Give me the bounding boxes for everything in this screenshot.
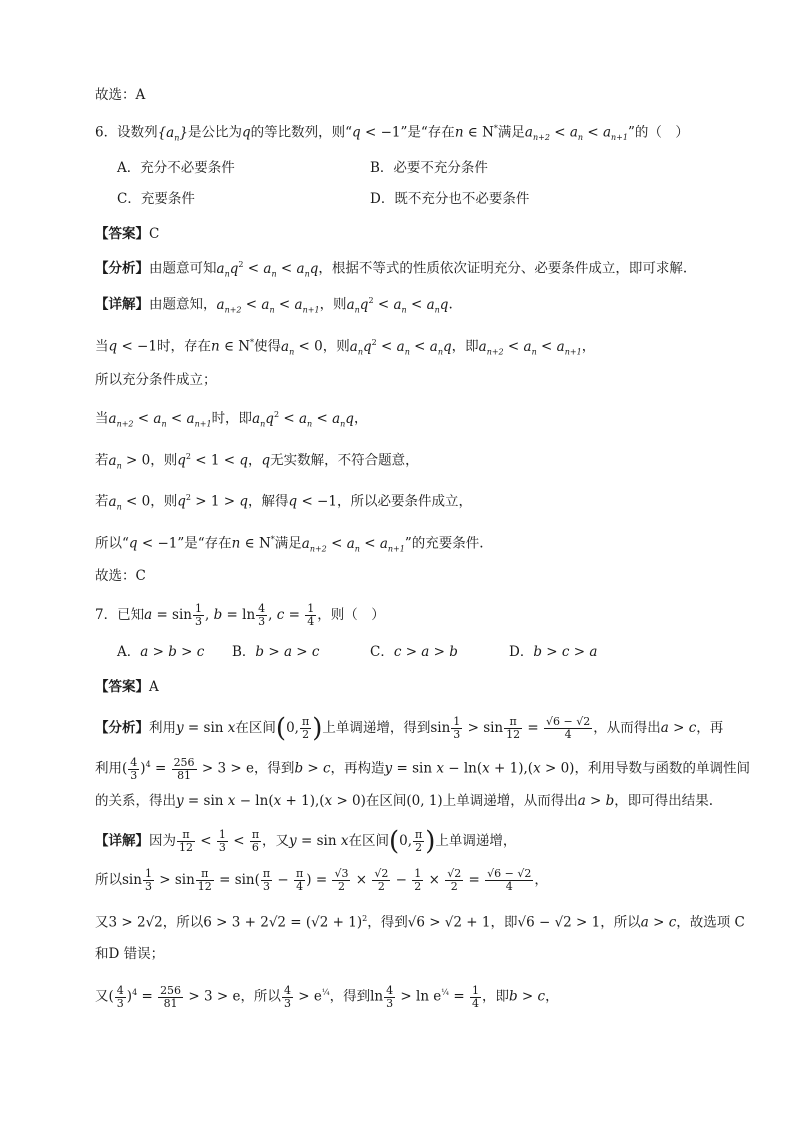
q7-answer: 【答案】A <box>95 679 159 695</box>
q7-option-a: A．a > b > c <box>117 644 205 660</box>
previous-answer-choice: 故选：A <box>95 87 146 103</box>
q7-option-c: C．c > a > b <box>370 644 458 660</box>
q6-analysis: 【分析】由题意可知$a_nq^2 < a_n < a_nq$，根据不等式的性质依次证明充分、必要条件成立，即可求解. <box>95 260 688 279</box>
q6-detail: 【详解】由题意知，$a_{n+2} < a_n < a_{n+1}$，则$a_nq^2 < a_n < a_nq$. <box>95 296 453 315</box>
q7-detail-line-3: 又3 > 2√2，所以$6 > 3 + 2√2 = (√2 + 1)^2$，得到√6 > √2 + 1，即√6 − √2 > 1，所以a > c，故选项 C <box>95 914 745 931</box>
q7-analysis-line-3: 的关系，得出y = sin x − ln(x + 1),(x > 0)在区间(0, 1)上单调递增，从而得出a > b，即可得出结果. <box>95 793 714 809</box>
question-6-stem: 6．设数列$\{a_n\}$是公比为q的等比数列，则“q < −1”是“存在n ∈ N*满足$a_{n+2} < a_n < a_{n+1}$”的（ ） <box>95 124 689 143</box>
q7-detail-line-2: 所以sin $\frac{1}{3}$ > sin $\frac{\pi}{12}$ = sin( $\frac{\pi}{3}$ − $\frac{\pi}{4}$ ) = $\frac{√3}{2}$ × $\frac{√2}{2}$ − $\frac{1}{2}$ × $\frac{√2}{2}$ = $\frac{√6 - √2}{4}$ ， <box>95 867 548 893</box>
q6-option-a: A．充分不必要条件 <box>117 160 235 176</box>
q7-detail-line-4: 和D 错误； <box>95 946 165 962</box>
q6-detail-line-5: 若$a_n < 0$，则$q^2 > 1 > q$，解得q < −1，所以必要条件成立， <box>95 493 472 512</box>
q6-option-b: B．必要不充分条件 <box>370 160 488 176</box>
q6-choice: 故选：C <box>95 568 146 584</box>
q6-option-c: C．充要条件 <box>117 191 195 207</box>
q6-detail-line-6: 所以“q < −1”是“存在n ∈ N*满足$a_{n+2} < a_n < a_{n+1}$”的充要条件. <box>95 535 484 554</box>
q7-detail-line-1: 【详解】因为 $\frac{\pi}{12}$ < $\frac{1}{3}$ < $\frac{\pi}{6}$ ，又y = sin x在区间(0, $\frac{\pi}{2}$ )上单调递增， <box>95 826 517 857</box>
question-7-stem: 7．已知a = sin $\frac{1}{3}$ , b = ln $\frac{4}{3}$ , c = $\frac{1}{4}$ ，则（ ） <box>95 602 385 628</box>
q6-answer: 【答案】C <box>95 226 160 242</box>
q6-detail-line-2: 所以充分条件成立； <box>95 372 217 388</box>
q6-detail-line-1: 当q < −1时，存在n ∈ N*使得$a_n < 0$，则$a_nq^2 < a_n < a_nq$，即$a_{n+2} < a_n < a_{n+1}$， <box>95 338 596 357</box>
q6-option-d: D．既不充分也不必要条件 <box>370 191 530 207</box>
q7-analysis-line-1: 【分析】利用y = sin x在区间(0, $\frac{\pi}{2}$ )上单调递增，得到sin $\frac{1}{3}$ > sin $\frac{\pi}{12}$ = $\frac{√6 - √2}{4}$ ，从而得出a > c，再 <box>95 713 724 744</box>
q7-analysis-line-2: 利用( $\frac{4}{3}$ )$^4$ = $\frac{256}{81}$ > 3 > e，得到b > c，再构造y = sin x − ln(x + 1),(x > 0)，利用导数与函数的单调性间 <box>95 755 750 782</box>
q6-detail-line-3: 当$a_{n+2} < a_n < a_{n+1}$时，即$a_nq^2 < a_n < a_nq$， <box>95 410 368 429</box>
q6-detail-line-4: 若$a_n > 0$，则$q^2 < 1 < q$，q无实数解，不符合题意， <box>95 452 419 471</box>
q7-option-d: D．b > c > a <box>509 644 598 660</box>
q7-option-b: B．b > a > c <box>232 644 320 660</box>
q7-detail-line-5: 又( $\frac{4}{3}$ )$^4$ = $\frac{256}{81}$ > 3 > e，所以 $\frac{4}{3}$ > $e^{\frac{1}{4}}$，得到ln $\frac{4}{3}$ > $\ln e^{\frac{1}{4}}$ = $\frac{1}{4}$ ，即b > c， <box>95 983 559 1010</box>
